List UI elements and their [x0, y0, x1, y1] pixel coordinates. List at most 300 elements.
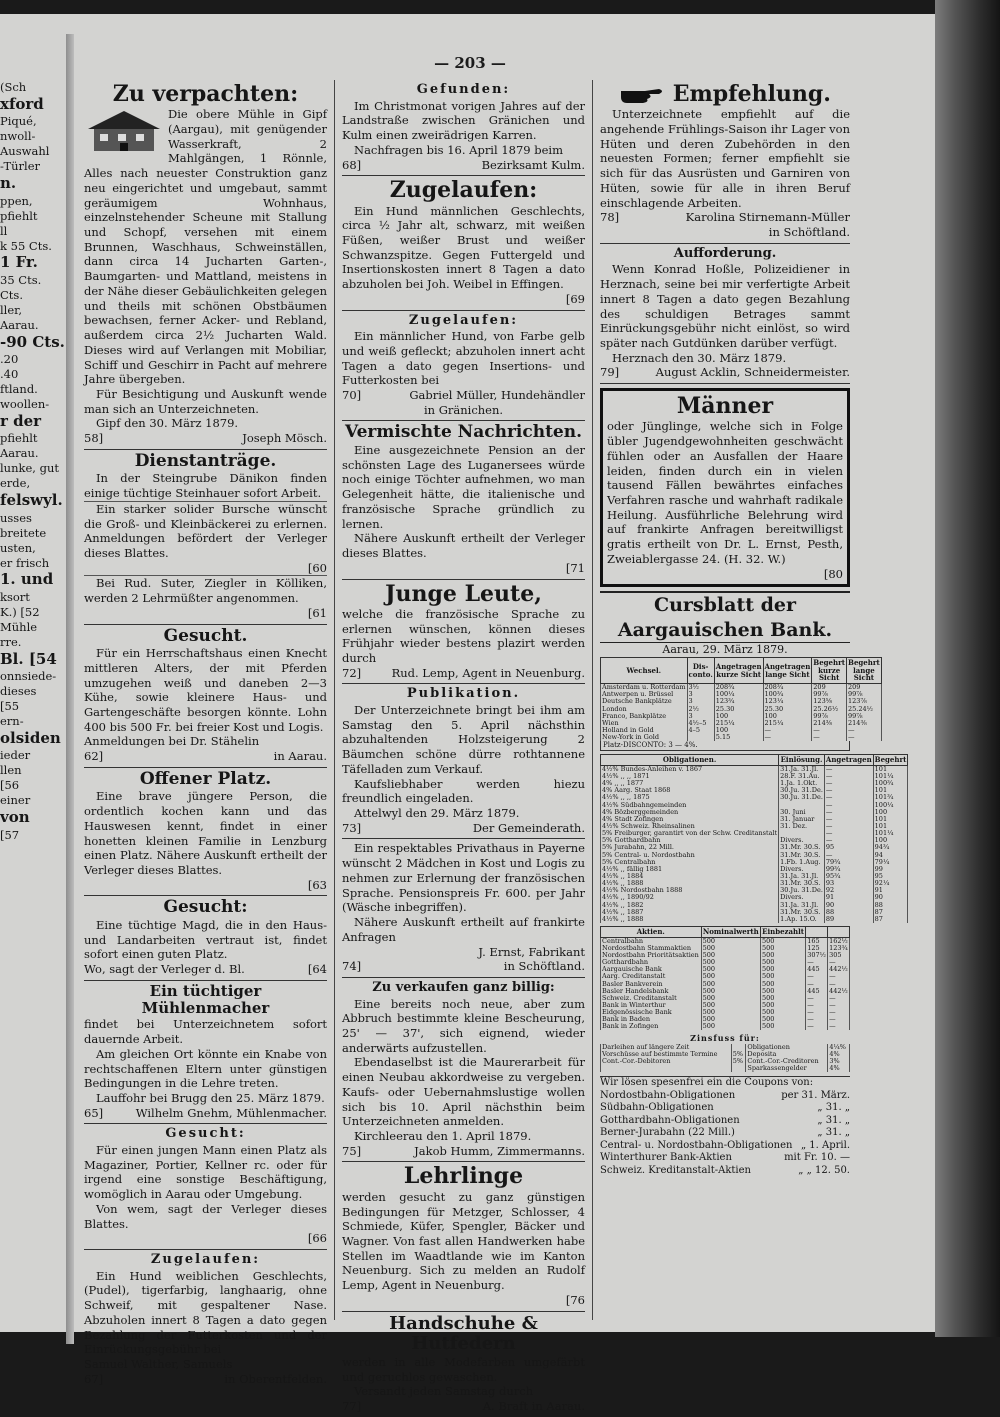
- ad-number: 79]: [600, 365, 620, 380]
- table-cell: Divers.: [779, 894, 825, 901]
- ad-number: [71: [565, 560, 585, 575]
- table-cell: 100: [763, 713, 812, 720]
- ad-handschuhe: [342, 1312, 585, 1417]
- ad-text: Ein respektables Privathaus in Payerne wünscht 2 Mädchen in Kost und Logis zu nehmen zur Erlernung der französischen Sprache. Pensionspreis Fr. 600. per Jahr (Wäsche inbegriffen).: [342, 841, 585, 915]
- coupon-line: [600, 1077, 850, 1090]
- column-header: Dis-conto.: [687, 658, 714, 684]
- table-cell: Deposita: [746, 1051, 828, 1058]
- table-cell: Divers.: [779, 866, 825, 873]
- column-header: Obligationen.: [601, 755, 779, 766]
- table-cell: 92¼: [873, 880, 908, 887]
- table-cell: 94¾: [873, 844, 908, 851]
- coupon-date: per 31. März.: [781, 1089, 850, 1101]
- table-cell: 208¾: [763, 684, 812, 692]
- table-cell: —: [847, 727, 882, 734]
- table-cell: 1.Ap. 15.O.: [779, 916, 825, 923]
- ad-number: 74]: [342, 959, 362, 974]
- ad-text: Unterzeichnete empfiehlt auf die angehende Frühlings-Saison ihr Lager von Hüten und deren Zubehörden in den neuesten Formen; ferner empfiehlt sie sich für das Ausrüsten und Garniren von Hüten, sowie für alle in ihren Beruf einschlagende Arbeiten.: [600, 107, 850, 210]
- fragment-line: er frisch: [0, 555, 50, 570]
- ad-title: Männer: [676, 393, 774, 420]
- table-cell: 214⅜: [812, 720, 847, 727]
- table-cell: 442½: [829, 965, 848, 974]
- table-cell: 101¼: [873, 830, 908, 837]
- ad-signer: August Acklin, Schneidermeister.: [655, 365, 850, 380]
- ad-number: [66: [307, 1231, 327, 1246]
- table-cell: 4½–5: [687, 720, 714, 727]
- ad-signer: J. Ernst, Fabrikant: [478, 944, 585, 959]
- ad-text: Nähere Auskunft ertheilt auf frankirte Anfragen: [342, 915, 585, 944]
- table-cell: 4½% ,, ,, 1875: [601, 794, 779, 801]
- fragment-line: Aarau.: [0, 317, 39, 332]
- column-1: [84, 80, 327, 1386]
- table-cell: 500: [701, 959, 760, 966]
- fragment-line: usses: [0, 510, 32, 525]
- ad-text: Eine tüchtige Magd, die in den Haus- und Landarbeiten vertraut ist, findet sofort einen guten Platz.: [84, 917, 327, 962]
- fragment-line: Piqué,: [0, 114, 37, 129]
- table-cell: —: [806, 1023, 828, 1030]
- ad-text: Kaufsliebhaber werden hiezu freundlich eingeladen.: [342, 776, 585, 806]
- coupon-name: Südbahn-Obligationen: [600, 1102, 714, 1114]
- fragment-line: ppen,: [0, 193, 33, 208]
- fragment-line: (Sch: [0, 80, 27, 94]
- table-cell: 4½% ,, 1888: [601, 916, 779, 923]
- table-cell: 500: [760, 966, 805, 973]
- table-cell: 5% Jurabahn, 22 Mill.: [601, 844, 779, 851]
- ad-number: 78]: [600, 210, 620, 225]
- ad-text: findet bei Unterzeichnetem sofort dauernde Arbeit.: [84, 1017, 327, 1047]
- mill-house-icon: [84, 107, 164, 153]
- column-header: Nominalwerth: [702, 926, 759, 936]
- table-cell: Bank in Winterthur: [601, 1002, 702, 1009]
- aktien-table: [600, 926, 850, 1031]
- ad-number: 58]: [84, 431, 104, 446]
- table-cell: 101¾: [873, 794, 908, 801]
- table-cell: —: [806, 1016, 828, 1023]
- table-cell: 99⅞: [812, 691, 847, 698]
- ad-number: 65]: [84, 1105, 104, 1120]
- ad-number: 70]: [342, 388, 362, 403]
- fragment-line: felswyl.: [0, 491, 63, 510]
- table-cell: —: [824, 780, 873, 787]
- fragment-line: pfiehlt: [0, 431, 38, 446]
- fragment-line: Aarau.: [0, 446, 39, 461]
- table-cell: 100: [714, 727, 763, 734]
- table-cell: 100¼: [714, 691, 763, 698]
- table-cell: 123⅞: [847, 698, 882, 705]
- table-cell: 4% ,, ,, 1877: [601, 780, 779, 787]
- table-cell: 100¼: [873, 802, 908, 809]
- table-cell: 209: [847, 684, 882, 692]
- ad-text: Eine bereits noch neue, aber zum Abbruch bestimmte kleine Bescheurung, 25' — 37', sich eignend, wieder anderwärts aufzustellen.: [342, 996, 585, 1055]
- table-cell: 4½% ,, 1887: [601, 909, 779, 916]
- table-cell: —: [806, 973, 828, 980]
- ad-gefunden: [342, 80, 585, 176]
- table-cell: 307½: [807, 950, 826, 959]
- table-cell: 123⅝: [812, 698, 847, 705]
- table-cell: [601, 1065, 732, 1072]
- table-cell: 500: [701, 937, 760, 945]
- ad-text: Nähere Auskunft ertheilt der Verleger dieses Blattes.: [342, 531, 585, 561]
- wechsel-footnote: Platz-DISCONTO: 3 — 4%.: [600, 741, 850, 751]
- table-cell: Antwerpen u. Brüssel: [601, 691, 688, 698]
- ad-signature: [84, 962, 327, 977]
- table-cell: 500: [701, 966, 760, 973]
- table-cell: 4% Bözberggemeinden: [601, 809, 779, 816]
- ad-title: Aufforderung.: [673, 245, 777, 261]
- table-cell: 94: [873, 852, 908, 859]
- table-cell: 500: [701, 973, 760, 980]
- table-cell: 4½% ,, 1884: [601, 873, 779, 880]
- ad-signature: [342, 388, 585, 403]
- ad-title: Dienstanträge.: [134, 450, 277, 471]
- table-cell: —: [828, 995, 850, 1002]
- fragment-line: olsiden: [0, 728, 61, 747]
- ad-text: Der Unterzeichnete bringt bei ihm am Samstag den 5. April nächsthin abzuhaltenden Holzsteigerung 2 Bäumchen schöne dürre rothtannene Täfelladen zum Verkauf.: [342, 703, 585, 776]
- table-cell: 3: [687, 713, 714, 720]
- table-cell: —: [847, 734, 882, 741]
- table-row: [601, 773, 908, 780]
- ad-signature: [342, 1399, 585, 1414]
- fragment-line: r der: [0, 411, 42, 430]
- ad-zugelaufen-2: [342, 311, 585, 422]
- table-cell: Eidgenössische Bank: [601, 1009, 702, 1016]
- table-cell: 215¼: [763, 720, 812, 727]
- fragment-line: .40: [0, 367, 19, 382]
- table-cell: Deutsche Bankplätze: [601, 698, 688, 705]
- ad-number: 73]: [342, 820, 362, 835]
- table-cell: —: [806, 1002, 828, 1009]
- fragment-list: [0, 80, 66, 843]
- column-header: Aktien.: [601, 926, 702, 937]
- ad-signer: Joseph Mösch.: [242, 431, 327, 446]
- ad-title: Zugelaufen:: [408, 312, 519, 328]
- table-cell: 445: [806, 966, 828, 973]
- page-edge-shadow: [935, 0, 1000, 1337]
- table-cell: 500: [760, 952, 805, 959]
- table-cell: —: [763, 734, 812, 741]
- table-cell: Cont.-Cor.-Creditoren: [746, 1058, 828, 1065]
- table-cell: 1.Ja. 1.Okt.: [779, 780, 825, 787]
- table-cell: 165: [806, 937, 828, 945]
- table-cell: 500: [701, 995, 760, 1002]
- table-cell: London: [601, 706, 688, 713]
- fragment-line: -Türler: [0, 159, 41, 174]
- coupon-date: mit Fr. 10. —: [784, 1152, 850, 1164]
- fragment-line: pfiehlt: [0, 208, 38, 223]
- table-cell: 100: [714, 713, 763, 720]
- table-cell: 95: [873, 873, 908, 880]
- table-cell: 4%: [828, 1051, 850, 1058]
- ad-signer: Rud. Lemp, Agent in Neuenburg.: [391, 665, 585, 680]
- table-cell: 25.26½: [812, 706, 847, 713]
- table-row: [601, 734, 882, 741]
- table-cell: 208¾: [714, 684, 763, 692]
- ad-title: Gesucht.: [163, 625, 248, 646]
- ad-text: Für Besichtigung und Auskunft wende man sich an Unterzeichneten.: [84, 386, 327, 416]
- table-cell: 500: [701, 1016, 760, 1023]
- table-cell: Basler Bankverein: [601, 981, 702, 988]
- coupon-line: [600, 1115, 850, 1128]
- coupon-date: „ 31. „: [817, 1102, 850, 1114]
- table-cell: Nordostbahn Stammaktien: [601, 945, 702, 952]
- table-cell: —: [806, 1009, 828, 1016]
- table-cell: 500: [701, 945, 760, 952]
- ad-signer: Jakob Humm, Zimmermanns.: [414, 1143, 585, 1158]
- table-cell: —: [824, 816, 873, 823]
- table-cell: 25.24½: [847, 706, 882, 713]
- coupon-line: [600, 1140, 850, 1153]
- ad-vermischte: [342, 421, 585, 579]
- table-cell: —: [824, 852, 873, 859]
- ad-muehlenmacher: [84, 981, 327, 1125]
- table-cell: 3%: [828, 1058, 850, 1065]
- ad-signature: [84, 431, 327, 446]
- fragment-line: ller,: [0, 302, 23, 317]
- table-cell: 1.Fb. 1.Aug.: [779, 859, 825, 866]
- column-header: Einlösung.: [780, 755, 823, 765]
- fragment-line: onnsiede-: [0, 669, 57, 684]
- fragment-line: [57: [0, 827, 20, 842]
- fragment-line: ksort: [0, 589, 30, 604]
- fragment-line: 1. und: [0, 570, 54, 589]
- table-cell: 5.15: [714, 734, 763, 741]
- table-cell: [731, 1065, 746, 1072]
- coupon-name: Wir lösen spesenfrei ein die Coupons von:: [600, 1077, 814, 1089]
- pointing-hand-icon: [619, 85, 665, 105]
- table-cell: Divers.: [779, 837, 825, 844]
- table-cell: 123¾: [829, 943, 848, 952]
- ad-signature: [342, 959, 585, 974]
- ad-gesucht-mann: [84, 1124, 327, 1250]
- ad-title: Publikation.: [406, 686, 521, 702]
- table-cell: 500: [760, 1023, 805, 1030]
- column-header: [828, 926, 850, 937]
- table-cell: —: [828, 1023, 850, 1030]
- table-row: [601, 1065, 850, 1072]
- coupon-line: [600, 1102, 850, 1115]
- table-cell: 4–5: [687, 727, 714, 734]
- table-cell: 25.30: [714, 706, 763, 713]
- ad-text: Eine brave jüngere Person, die ordentlich kochen kann und das Hauswesen kennt, findet in einer honetten kleinen Familie in Lenzburg einen Platz. Nähere Auskunft ertheilt der Verleger dieses Blattes.: [84, 789, 327, 877]
- table-row: [601, 902, 908, 909]
- column-header: Angetragen lange Sicht: [763, 658, 812, 684]
- ad-signer: Wo, sagt der Verleger d. Bl.: [84, 962, 245, 977]
- coupon-list: [600, 1076, 850, 1177]
- table-cell: 4%: [828, 1065, 850, 1072]
- table-cell: 31.Ja. 31.Jl.: [779, 765, 825, 773]
- table-cell: Sparkassengelder: [746, 1065, 828, 1072]
- table-cell: 5%: [731, 1058, 746, 1065]
- ad-title: Empfehlung.: [672, 81, 831, 107]
- table-cell: 99⅞: [847, 713, 882, 720]
- ad-number: [60: [84, 561, 327, 577]
- ad-text: In der Steingrube Dänikon finden einige tüchtige Steinhauer sofort Arbeit.: [84, 471, 327, 501]
- table-header: [601, 755, 908, 766]
- bank-date: Aarau, 29. März 1879.: [662, 642, 788, 656]
- obligationen-table: [600, 754, 908, 923]
- table-cell: 92: [824, 887, 873, 894]
- ad-zu-verpachten: [84, 80, 327, 450]
- ad-signer: Der Gemeinderath.: [472, 820, 585, 835]
- table-cell: 31.Mr. 30.S.: [779, 852, 825, 859]
- ad-text: werden gesucht zu ganz günstigen Bedingungen für Metzger, Schlosser, 4 Schmiede, Küfer, Spengler, Bäcker und Wagner. Von fast allen Handwerken habe Stellen im Waadtlande wie im Kanton Neuenburg. Sich zu melden an Rudolf Lemp, Agent in Neuenburg.: [342, 1189, 585, 1293]
- ad-number: [64: [307, 962, 327, 977]
- table-row: [601, 1058, 850, 1065]
- ad-text: Bei Rud. Suter, Ziegler in Kölliken, werden 2 Lehrmüßter angenommen.: [84, 576, 327, 606]
- fragment-line: xford: [0, 94, 44, 113]
- table-cell: Basler Handelsbank: [601, 988, 702, 995]
- ad-title: Gesucht:: [163, 897, 248, 918]
- table-cell: —: [828, 1009, 850, 1016]
- ad-number: [69: [565, 291, 585, 306]
- table-cell: 4½% ,, 1882: [601, 902, 779, 909]
- ad-signer: Anmeldungen bei Dr. Stähelin: [84, 734, 260, 749]
- table-cell: 31.Ja. 31.Jl.: [779, 873, 825, 880]
- ad-place-date: Herznach den 30. März 1879.: [612, 350, 787, 365]
- fragment-line: breitete: [0, 525, 47, 540]
- table-cell: 3½: [687, 684, 714, 692]
- table-cell: —: [812, 727, 847, 734]
- ad-text: Ein Hund männlichen Geschlechts, circa ½ Jahr alt, schwarz, mit weißen Füßen, weißer Brust und weißer Schwanzspitze. Gegen Futtergeld und Insertionskosten innert 8 Tagen a dato abzuholen bei Joh. Weibel in Effingen.: [342, 203, 585, 292]
- table-cell: —: [806, 959, 828, 966]
- table-cell: 25.30: [763, 706, 812, 713]
- coupon-line: [600, 1127, 850, 1140]
- table-cell: 500: [760, 988, 805, 995]
- ad-title: Zu verkaufen ganz billig:: [372, 979, 555, 995]
- ad-signature: [84, 1372, 327, 1387]
- table-cell: Nordostbahn Prioritätsaktien: [601, 952, 702, 959]
- table-cell: 4½% Bundes-Anleihen v. 1867: [601, 765, 779, 773]
- table-cell: 4½% Nordostbahn 1888: [601, 887, 779, 894]
- fragment-line: woollen-: [0, 397, 50, 411]
- table-cell: 500: [701, 988, 760, 995]
- coupon-line: [600, 1165, 850, 1178]
- ad-title: Zugelaufen:: [389, 177, 538, 204]
- ad-signature: [342, 821, 585, 836]
- table-cell: 305: [828, 952, 850, 959]
- ad-number: 67]: [84, 1371, 104, 1386]
- ad-place-date: Lauffohr bei Brugg den 25. März 1879.: [96, 1090, 325, 1105]
- ad-verkaufen: [342, 978, 585, 1163]
- table-cell: 4½% ,, 1888: [601, 880, 779, 887]
- fragment-line: k 55 Cts.: [0, 238, 52, 253]
- ad-title: Gefunden:: [416, 82, 511, 97]
- column-header: Begehrt kurze Sicht: [813, 658, 846, 683]
- ad-title: Offener Platz.: [139, 768, 272, 789]
- table-header: [601, 926, 850, 937]
- table-cell: 31.Mr. 30.S.: [779, 909, 825, 916]
- ad-signature: [84, 749, 327, 764]
- table-cell: 5%: [731, 1051, 746, 1058]
- ad-title: Junge Leute,: [385, 580, 542, 607]
- table-cell: 99⅞: [812, 713, 847, 720]
- table-cell: —: [828, 1016, 850, 1023]
- fragment-line: rre.: [0, 634, 22, 649]
- ad-text: Ein Hund weiblichen Geschlechts, (Pudel), tigerfarbig, langhaarig, ohne Schweif, mit gespaltener Nase. Abzuholen innert 8 Tagen a dato gegen Bezahlung der Futterkosten und der Einrückungsgebühr bei: [84, 1268, 327, 1357]
- ad-place-date: Gipf den 30. März 1879.: [96, 416, 239, 431]
- table-cell: 101: [873, 816, 908, 823]
- coupon-name: Nordostbahn-Obligationen: [600, 1089, 736, 1101]
- table-row: [601, 894, 908, 901]
- ad-title: Vermischte Nachrichten.: [344, 422, 583, 443]
- table-cell: 2½: [687, 706, 714, 713]
- gutter-fold: [66, 34, 74, 1344]
- ad-lehrlinge: [342, 1162, 585, 1311]
- fragment-line: [55: [0, 699, 20, 714]
- table-cell: Holland in Gold: [601, 727, 688, 734]
- column-header: Einbezahlt: [762, 926, 805, 936]
- table-cell: 31.Ja. 31.Jl.: [779, 902, 825, 909]
- table-row: [601, 866, 908, 873]
- table-cell: Schweiz. Creditanstalt: [601, 995, 702, 1002]
- left-page-fragment: [0, 80, 66, 1320]
- ad-signature: [342, 158, 585, 173]
- table-cell: —: [824, 809, 873, 816]
- ad-number: 77]: [342, 1399, 362, 1414]
- table-cell: Centralbahn: [601, 937, 702, 945]
- table-cell: 500: [760, 1002, 805, 1009]
- ad-signer: in Schöftland.: [768, 225, 850, 240]
- ad-text: Versandt jeden Samstag durch: [354, 1384, 534, 1399]
- fragment-line: Cts.: [0, 287, 23, 302]
- fragment-line: ieder: [0, 748, 31, 763]
- ad-title: Zu verpachten:: [112, 81, 299, 107]
- table-cell: 95: [824, 844, 873, 851]
- ad-signer: Gabriel Müller, Hundehändler: [409, 388, 585, 403]
- fragment-line: n.: [0, 174, 17, 193]
- fragment-line: [56: [0, 778, 20, 793]
- table-row: [601, 698, 882, 705]
- ad-signer: in Oberentfelden.: [224, 1371, 327, 1386]
- ad-title: Ein tüchtiger Mühlenmacher: [141, 981, 270, 1018]
- ad-number: [76: [565, 1292, 585, 1307]
- ad-signer: Bezirksamt Kulm.: [481, 157, 585, 172]
- fragment-line: von: [0, 808, 30, 827]
- table-cell: 87: [873, 916, 908, 923]
- table-cell: Cont.-Cor.-Debitoren: [601, 1058, 732, 1065]
- table-cell: 93: [824, 880, 873, 887]
- bank-title: Cursblatt der Aargauischen Bank.: [600, 591, 850, 643]
- table-cell: 4% Aarg. Staat 1868: [601, 787, 779, 794]
- table-row: [601, 713, 882, 720]
- table-cell: 500: [760, 995, 805, 1002]
- ad-publikation: [342, 684, 585, 839]
- bank-course-sheet: [600, 591, 907, 1073]
- table-cell: —: [828, 981, 850, 988]
- fragment-line: ll: [0, 223, 8, 238]
- table-cell: 500: [760, 973, 805, 980]
- table-cell: Aarg. Creditanstalt: [601, 973, 702, 980]
- ad-signer: in Schöftland.: [503, 959, 585, 974]
- coupon-line: [600, 1152, 850, 1165]
- ad-text: Wenn Konrad Hoßle, Polizeidiener in Herznach, seine bei mir verfertigte Arbeit innert 8 Tagen a dato gegen Bezahlung des schuldigen Betrages sammt Einrückungsgebühr nicht einlöst, so wird später nach Gutdünken darüber verfügt.: [600, 262, 850, 350]
- ad-empfehlung: [600, 80, 850, 244]
- table-row: [601, 873, 908, 880]
- table-cell: 87: [873, 909, 908, 916]
- ad-signature: [600, 210, 850, 225]
- ad-maenner: [600, 388, 850, 587]
- table-cell: 31. Januar: [779, 816, 825, 823]
- ad-place-date: Attelwyl den 29. März 1879.: [354, 806, 520, 821]
- table-cell: 99⅞: [847, 691, 882, 698]
- table-cell: 4½% ,, 1890/92: [601, 894, 779, 901]
- ad-title-row: [600, 82, 850, 107]
- table-cell: —: [763, 727, 812, 734]
- table-cell: 101: [873, 787, 908, 794]
- ad-signature: [84, 1106, 327, 1121]
- table-cell: Wien: [601, 720, 688, 727]
- table-cell: Aargauische Bank: [601, 966, 702, 973]
